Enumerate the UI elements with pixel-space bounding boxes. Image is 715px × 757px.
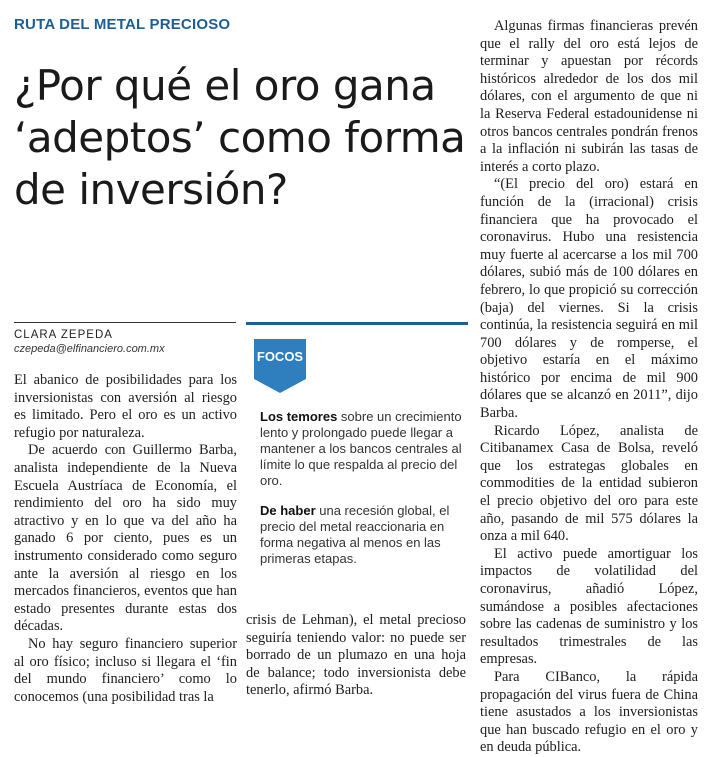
section-kicker: RUTA DEL METAL PRECIOSO [14, 16, 231, 33]
byline [14, 322, 236, 355]
paragraph: No hay seguro financiero superior al oro físico; incluso si llegara el ‘fin del mundo financiero’ como lo conocemos (una posibilidad tras la [14, 635, 237, 705]
body-column-1 [14, 372, 237, 706]
focos-item-lead: De haber [260, 503, 316, 518]
paragraph: Algunas firmas financieras prevén que el rally del oro está lejos de terminar y apuestan por récords históricos alrededor de los dos mil dólares, con el argumento de que ni la Reserva Federal estadounidense ni otros bancos centrales pondrán frenos a la inflación ni subirán las tasas de interés a corto plazo. [480, 18, 698, 175]
paragraph: El activo puede amortiguar los impactos de volatilidad del coronavirus, añadió López, sumándose a posibles afectaciones sobre las cadenas de suministro y los resultados trimestrales de las empresas. [480, 545, 698, 668]
paragraph: Ricardo López, analista de Citibanamex Casa de Bolsa, reveló que los estrategas globales en commodities de la entidad subieron el precio objetivo del oro para este año, pasando de mil 575 dólares la onza a mil 640. [480, 422, 698, 545]
body-column-4 [480, 18, 698, 757]
focos-tag: FOCOS [254, 339, 306, 379]
focos-item [260, 503, 464, 567]
focos-item [260, 409, 464, 489]
focos-sidebar [246, 322, 468, 585]
body-column-3 [246, 612, 466, 700]
paragraph: “(El precio del oro) estará en función de la (irracional) crisis financiera que ha provocado el coronavirus. Hubo una resistencia muy fuerte al acercarse a los mil 700 dólares, subió más de 100 dólares en febrero, lo que propició su corrección (baja) del viernes. Si la crisis continúa, la resistencia seguirá en mil 700 dólares y de romperse, el objetivo estaría en el máximo histórico por encima de mil 900 dólares que se alcanzó en 2011”, dijo Barba. [480, 176, 698, 422]
paragraph: Para CIBanco, la rápida propagación del virus fuera de China tiene asustados a los inversionistas que han buscado refugio en el oro y en deuda pública. [480, 668, 698, 756]
headline: ¿Por qué el oro gana ‘adeptos’ como forma de inversión? [14, 61, 466, 214]
focos-body [260, 409, 464, 581]
byline-email: czepeda@elfinanciero.com.mx [14, 343, 165, 355]
paragraph: crisis de Lehman), el metal precioso seguiría teniendo valor: no puede ser borrado de un plumazo en una hoja de balance; todo inversionista debe tenerlo, afirmó Barba. [246, 612, 466, 699]
focos-item-lead: Los temores [260, 409, 338, 424]
paragraph: De acuerdo con Guillermo Barba, analista independiente de la Nueva Escuela Austríaca de Economía, el rendimiento del oro ha sido muy atractivo y en lo que va del año ha ganado 6 por ciento, pues es un instrumento considerado como seguro ante la aversión al riesgo en los mercados financieros, eventos que han estado presentes durante estas dos décadas. [14, 442, 237, 635]
paragraph: El abanico de posibilidades para los inversionistas con aversión al riesgo es limitado. Pero el oro es un activo refugio por naturaleza. [14, 372, 237, 441]
focos-item-text: una recesión global, el precio del metal reaccionaria en forma negativa al menos en las primeras etapas. [260, 503, 450, 566]
byline-author: CLARA ZEPEDA [14, 329, 113, 341]
focos-item-text: sobre un crecimiento lento y prolongado puede llegar a mantener a los bancos centrales al límite lo que respalda al precio del oro. [260, 409, 462, 488]
